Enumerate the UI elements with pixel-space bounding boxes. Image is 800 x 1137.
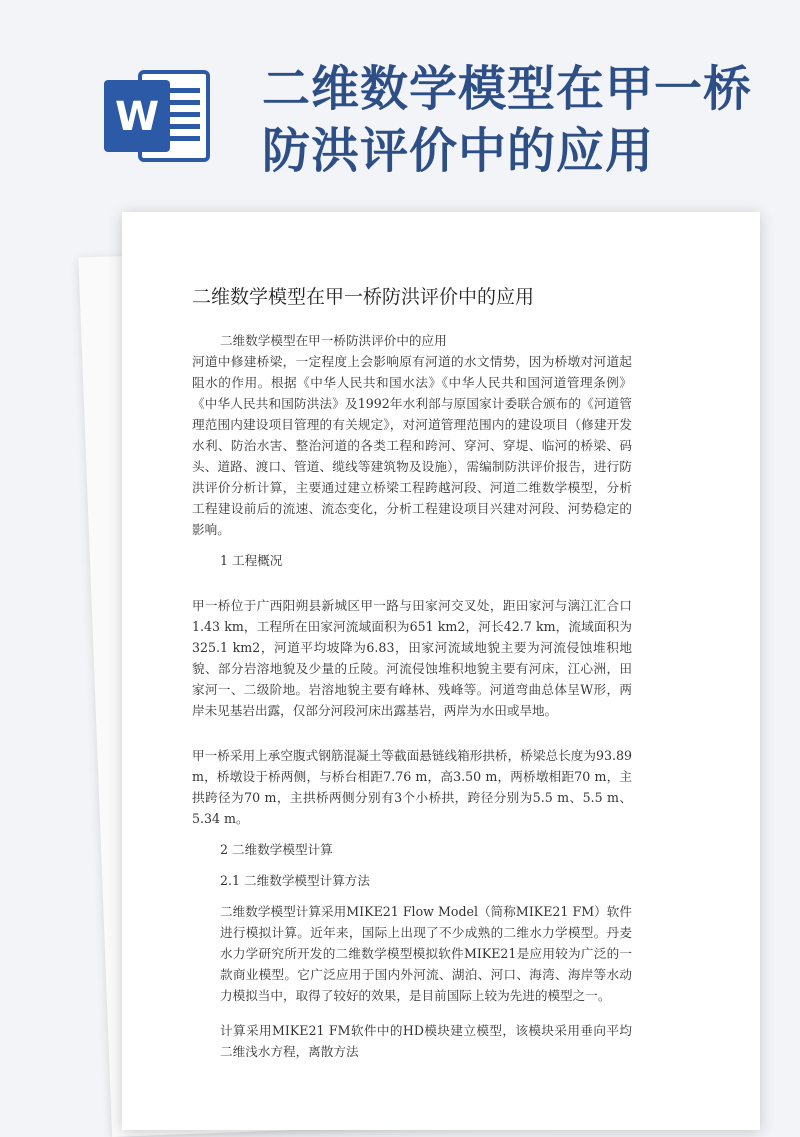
section-heading-2: 2 二维数学模型计算 — [220, 842, 333, 857]
paragraph-model-method: 二维数学模型计算采用MIKE21 Flow Model（简称MIKE21 FM）软件进行模拟计算。近年来，国际上出现了不少成熟的二维水力学模型。丹麦水力学研究所开发的二维数学模型模拟软件MIKE21是应用较为广泛的一款商业模型。它广泛应用于国内外河流、湖泊、河口、海湾、海岸等水动力模拟当中，取得了较好的效果，是目前国际上较为先进的模型之一。 — [220, 904, 632, 1003]
paragraph-project-overview: 甲一桥位于广西阳朔县新城区甲一路与田家河交叉处，距田家河与漓江汇合口1.43 km，工程所在田家河流域面积为651 km2，河长42.7 km，流域面积为325.1 km2，河道平均坡降为6.83，田家河流域地貌主要为河流侵蚀堆积地貌、部分岩溶地貌及少量的丘陵。河流侵蚀堆积地貌主要有河床，江心洲，田家河一、二级阶地。岩溶地貌主要有峰林、残峰等。河道弯曲总体呈W形，两岸未见基岩出露，仅部分河段河床出露基岩，两岸为水田或旱地。 — [192, 598, 632, 718]
section-heading-2-1: 2.1 二维数学模型计算方法 — [220, 873, 370, 888]
document-body — [192, 330, 632, 1062]
word-icon-letter: W — [114, 94, 160, 140]
page-title: 二维数学模型在甲一桥防洪评价中的应用 — [262, 61, 753, 179]
section-heading-1: 1 工程概况 — [220, 553, 283, 568]
page-header — [0, 0, 800, 200]
document-title: 二维数学模型在甲一桥防洪评价中的应用 — [192, 286, 535, 308]
document-page — [122, 212, 760, 1130]
paragraph-bridge-structure: 甲一桥采用上承空腹式钢筋混凝土等截面悬链线箱形拱桥，桥梁总长度为93.89 m，桥墩设于桥两侧，与桥台相距7.76 m，高3.50 m，两桥墩相距70 m，主拱跨径为70 m，主拱桥两侧分别有3个小桥拱，跨径分别为5.5 m、5.5 m、5.34 m。 — [192, 748, 632, 826]
paragraph-subtitle: 二维数学模型在甲一桥防洪评价中的应用 — [220, 333, 447, 348]
paragraph-intro: 河道中修建桥梁，一定程度上会影响原有河道的水文情势，因为桥墩对河道起阻水的作用。根据《中华人民共和国水法》《中华人民共和国河道管理条例》《中华人民共和国防洪法》及1992年水利部与原国家计委联合颁布的《河道管理范围内建设项目管理的有关规定》，对河道管理范围内的建设项目（修建开发水利、防治水害、整治河道的各类工程和跨河、穿河、穿堤、临河的桥梁、码头、道路、渡口、管道、缆线等建筑物及设施），需编制防洪评价报告，进行防洪评价分析计算，主要通过建立桥梁工程跨越河段、河道二维数学模型，分析工程建设前后的流速、流态变化，分析工程建设项目兴建对河段、河势稳定的影响。 — [192, 354, 632, 537]
paragraph-model-setup: 计算采用MIKE21 FM软件中的HD模块建立模型，该模块采用垂向平均二维浅水方程，离散方法 — [220, 1023, 632, 1059]
word-document-icon — [100, 66, 212, 166]
